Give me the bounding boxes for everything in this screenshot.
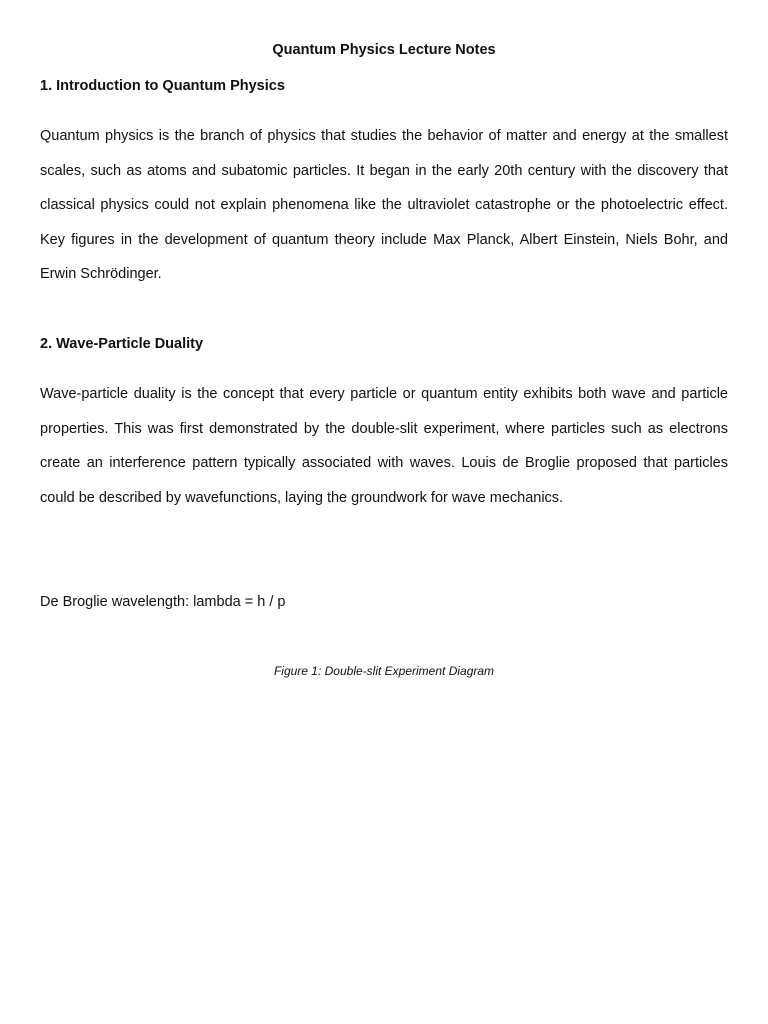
section-heading-introduction: 1. Introduction to Quantum Physics — [40, 78, 285, 94]
de-broglie-formula: De Broglie wavelength: lambda = h / p — [40, 594, 286, 610]
document-title: Quantum Physics Lecture Notes — [272, 42, 496, 58]
section-paragraph-introduction: Quantum physics is the branch of physics that studies the behavior of matter and energy at the smallest scales, such as atoms and subatomic particles. It began in the early 20th century with the discovery that classical physics could not explain phenomena like the ultraviolet catastrophe or the photoelectric effect. Key figures in the development of quantum theory include Max Planck, Albert Einstein, Niels Bohr, and Erwin Schrödinger. — [40, 128, 728, 283]
section-heading-wave-particle-duality: 2. Wave-Particle Duality — [40, 336, 204, 352]
section-paragraph-wave-particle-duality: Wave-particle duality is the concept that every particle or quantum entity exhibits both wave and particle properties. This was first demonstrated by the double-slit experiment, where particles such as electrons create an interference pattern typically associated with waves. Louis de Broglie proposed that particles could be described by wavefunctions, laying the groundwork for wave mechanics. — [40, 386, 728, 506]
figure-caption: Figure 1: Double-slit Experiment Diagram — [273, 664, 495, 678]
